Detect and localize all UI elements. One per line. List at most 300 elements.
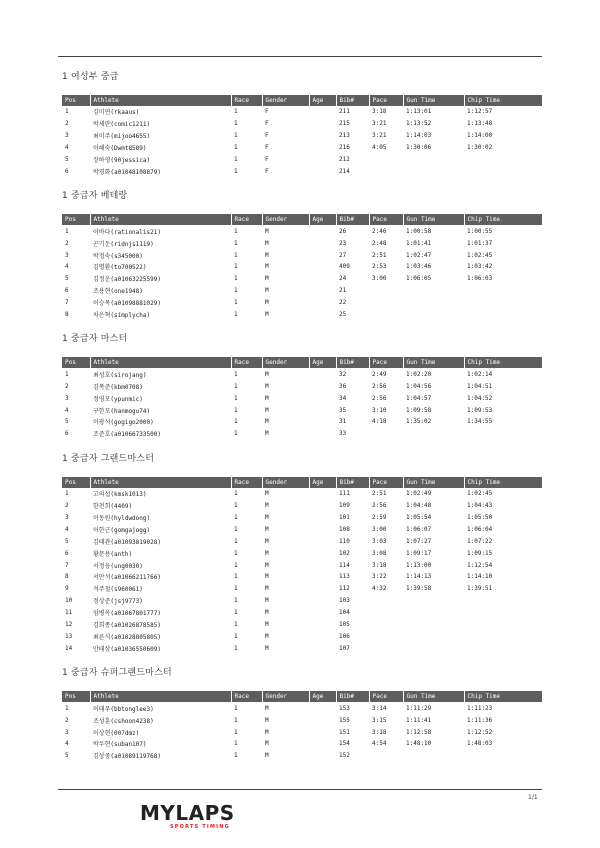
cell-gun-time (403, 428, 464, 440)
cell-pace (369, 297, 403, 309)
table-row (62, 428, 542, 440)
cell-chip-time: 1:34:55 (467, 418, 493, 426)
cell-pos: 6 (65, 430, 69, 438)
cell-bib: 23 (339, 239, 347, 247)
cell-gender: M (265, 609, 269, 617)
cell-gun-time: 1:13:00 (406, 561, 432, 569)
cell-chip-time: 1:14:10 (467, 573, 493, 581)
cell-gun-time (403, 595, 464, 607)
cell-pace: 3:03 (372, 537, 387, 545)
cell-race: 1 (234, 716, 238, 724)
cell-bib: 27 (339, 251, 347, 259)
cell-bib: 152 (339, 752, 350, 760)
cell-athlete: 한천희(4409) (93, 503, 133, 511)
column-header-chip-time: Chip Time (464, 477, 542, 488)
cell-race: 1 (234, 752, 238, 760)
cell-age (309, 297, 336, 309)
cell-gender: M (265, 740, 269, 748)
cell-pace: 2:46 (372, 227, 387, 235)
cell-bib: 211 (339, 108, 350, 116)
cell-gun-time: 1:05:54 (406, 514, 432, 522)
cell-bib: 113 (339, 573, 350, 581)
cell-athlete: 이동원(hyldwdong) (93, 515, 151, 523)
cell-bib: 110 (339, 537, 350, 545)
cell-race: 1 (234, 585, 238, 593)
cell-pos: 14 (65, 644, 73, 652)
cell-bib: 25 (339, 311, 347, 319)
cell-pace: 2:56 (372, 382, 387, 390)
results-section (62, 332, 542, 439)
cell-bib: 109 (339, 502, 350, 510)
logo-wordmark: MYLAPS (140, 801, 235, 825)
cell-race: 1 (234, 514, 238, 522)
cell-chip-time: 1:39:51 (467, 585, 493, 593)
table-row (62, 583, 542, 595)
results-document (62, 68, 542, 774)
cell-bib: 112 (339, 585, 350, 593)
cell-chip-time: 1:48:03 (467, 740, 493, 748)
cell-gun-time: 1:00:58 (406, 227, 432, 235)
header-row (62, 477, 542, 488)
table-row (62, 500, 542, 512)
cell-bib: 24 (339, 275, 347, 283)
results-section (62, 666, 542, 761)
cell-pace: 3:15 (372, 716, 387, 724)
table-row (62, 142, 542, 154)
cell-athlete: 이한근(gomgajogg) (93, 526, 151, 534)
cell-chip-time: 1:04:43 (467, 502, 493, 510)
cell-chip-time (464, 297, 542, 309)
cell-gender: M (265, 394, 269, 402)
cell-age (309, 738, 336, 750)
cell-gender: M (265, 382, 269, 390)
cell-gender: M (265, 311, 269, 319)
column-header-pos: Pos (62, 214, 90, 225)
column-header-race: Race (231, 95, 262, 106)
table-row (62, 535, 542, 547)
cell-bib: 26 (339, 227, 347, 235)
cell-age (309, 428, 336, 440)
cell-age (309, 309, 336, 321)
cell-pos: 7 (65, 299, 69, 307)
cell-pos: 5 (65, 418, 69, 426)
column-header-athlete: Athlete (90, 95, 231, 106)
cell-pace: 3:00 (372, 275, 387, 283)
column-header-pace: Pace (369, 214, 403, 225)
cell-race: 1 (234, 406, 238, 414)
cell-gender: M (265, 716, 269, 724)
cell-gender: M (265, 263, 269, 271)
column-header-race: Race (231, 691, 262, 702)
cell-race: 1 (234, 382, 238, 390)
cell-race: 1 (234, 525, 238, 533)
results-table (62, 691, 542, 761)
column-header-gender: Gender (262, 691, 309, 702)
cell-pace: 2:56 (372, 502, 387, 510)
cell-gender: M (265, 525, 269, 533)
cell-chip-time (464, 750, 542, 762)
cell-gun-time: 1:03:46 (406, 263, 432, 271)
cell-pace: 2:59 (372, 514, 387, 522)
cell-age (309, 547, 336, 559)
cell-race: 1 (234, 120, 238, 128)
cell-age (309, 416, 336, 428)
column-header-athlete: Athlete (90, 477, 231, 488)
cell-pace (369, 428, 403, 440)
cell-bib: 33 (339, 430, 347, 438)
table-row (62, 261, 542, 273)
cell-gender: M (265, 644, 269, 652)
cell-gun-time: 1:07:27 (406, 537, 432, 545)
cell-chip-time: 1:06:04 (467, 525, 493, 533)
logo-tagline: SPORTS TIMING (170, 824, 230, 830)
cell-gender: M (265, 299, 269, 307)
cell-athlete: 최미주(mijoo4655) (93, 133, 151, 141)
cell-athlete: 김희종(a01026878585) (93, 622, 161, 630)
cell-athlete: 김정운(a01063225599) (93, 276, 161, 284)
cell-race: 1 (234, 621, 238, 629)
cell-age (309, 571, 336, 583)
cell-pos: 11 (65, 609, 73, 617)
column-header-chip-time: Chip Time (464, 357, 542, 368)
table-row (62, 488, 542, 500)
column-header-pace: Pace (369, 357, 403, 368)
cell-chip-time: 1:04:52 (467, 394, 493, 402)
table-row (62, 523, 542, 535)
cell-gun-time (403, 750, 464, 762)
cell-age (309, 488, 336, 500)
cell-pace: 3:18 (372, 561, 387, 569)
cell-gun-time: 1:02:47 (406, 251, 432, 259)
column-header-age: Age (309, 95, 336, 106)
table-row (62, 130, 542, 142)
cell-gender: F (265, 144, 269, 152)
column-header-race: Race (231, 477, 262, 488)
cell-gun-time: 1:04:48 (406, 502, 432, 510)
cell-race: 1 (234, 299, 238, 307)
cell-gender: M (265, 728, 269, 736)
cell-bib: 213 (339, 132, 350, 140)
cell-athlete: 이태우(bbtonglee3) (93, 705, 154, 713)
cell-gender: M (265, 549, 269, 557)
cell-chip-time: 1:01:37 (467, 239, 493, 247)
cell-chip-time: 1:03:42 (467, 263, 493, 271)
column-header-pos: Pos (62, 357, 90, 368)
cell-race: 1 (234, 263, 238, 271)
column-header-age: Age (309, 691, 336, 702)
column-header-athlete: Athlete (90, 214, 231, 225)
cell-pos: 1 (65, 227, 69, 235)
results-table (62, 95, 542, 177)
cell-age (309, 619, 336, 631)
results-table (62, 477, 542, 654)
cell-chip-time (464, 607, 542, 619)
cell-athlete: 조준호(a01066733500) (93, 431, 161, 439)
cell-pos: 5 (65, 537, 69, 545)
cell-pace: 3:00 (372, 525, 387, 533)
cell-bib: 22 (339, 299, 347, 307)
cell-bib: 216 (339, 144, 350, 152)
column-header-athlete: Athlete (90, 691, 231, 702)
table-row (62, 297, 542, 309)
results-table (62, 214, 542, 320)
cell-race: 1 (234, 632, 238, 640)
cell-age (309, 142, 336, 154)
cell-race: 1 (234, 287, 238, 295)
cell-race: 1 (234, 239, 238, 247)
cell-gender: F (265, 120, 269, 128)
cell-bib: 409 (339, 263, 350, 271)
cell-chip-time (464, 595, 542, 607)
cell-race: 1 (234, 704, 238, 712)
cell-athlete: 박정숙(s345000) (93, 252, 143, 260)
cell-athlete: 안태삼(a01036550609) (93, 645, 161, 653)
cell-pace: 3:14 (372, 704, 387, 712)
cell-pos: 10 (65, 597, 73, 605)
cell-gun-time (403, 285, 464, 297)
cell-chip-time (464, 631, 542, 643)
cell-bib: 215 (339, 120, 350, 128)
table-row (62, 249, 542, 261)
cell-pos: 9 (65, 585, 69, 593)
section-title: 1 중급자 마스터 (62, 334, 128, 345)
cell-gender: M (265, 406, 269, 414)
cell-gun-time: 1:13:01 (406, 108, 432, 116)
cell-pace: 4:32 (372, 585, 387, 593)
cell-gun-time: 1:09:17 (406, 549, 432, 557)
cell-bib: 21 (339, 287, 347, 295)
cell-race: 1 (234, 502, 238, 510)
cell-pos: 4 (65, 406, 69, 414)
cell-age (309, 512, 336, 524)
cell-race: 1 (234, 167, 238, 175)
cell-pos: 4 (65, 525, 69, 533)
cell-gender: M (265, 227, 269, 235)
cell-age (309, 285, 336, 297)
header-row (62, 691, 542, 702)
table-row (62, 702, 542, 714)
cell-bib: 32 (339, 370, 347, 378)
cell-athlete: 이바다(rationalis21) (93, 228, 161, 236)
column-header-gender: Gender (262, 357, 309, 368)
cell-race: 1 (234, 597, 238, 605)
cell-pace (369, 750, 403, 762)
cell-gun-time (403, 642, 464, 654)
cell-pace: 2:51 (372, 251, 387, 259)
cell-gun-time: 1:04:56 (406, 382, 432, 390)
cell-pos: 4 (65, 263, 69, 271)
header-row (62, 357, 542, 368)
results-section (62, 452, 542, 654)
cell-pos: 6 (65, 549, 69, 557)
column-header-chip-time: Chip Time (464, 691, 542, 702)
header-row (62, 214, 542, 225)
cell-chip-time (464, 619, 542, 631)
cell-pos: 6 (65, 167, 69, 175)
cell-bib: 212 (339, 156, 350, 163)
column-header-bib: Bib# (336, 357, 369, 368)
cell-race: 1 (234, 394, 238, 402)
header-row (62, 95, 542, 106)
cell-bib: 35 (339, 406, 347, 414)
cell-age (309, 261, 336, 273)
cell-gender: M (265, 430, 269, 438)
cell-pace: 4:54 (372, 740, 387, 748)
column-header-gun-time: Gun Time (403, 691, 464, 702)
cell-pos: 5 (65, 156, 69, 163)
cell-gun-time: 1:12:58 (406, 728, 432, 736)
cell-chip-time: 1:06:03 (467, 275, 493, 283)
cell-athlete: 최른식(a01028805805) (93, 633, 161, 641)
cell-pace: 2:56 (372, 394, 387, 402)
cell-bib: 111 (339, 490, 350, 498)
cell-chip-time: 1:04:51 (467, 382, 493, 390)
cell-race: 1 (234, 311, 238, 319)
cell-pace: 3:22 (372, 573, 387, 581)
column-header-gun-time: Gun Time (403, 95, 464, 106)
cell-age (309, 750, 336, 762)
cell-pos: 2 (65, 382, 69, 390)
cell-bib: 108 (339, 525, 350, 533)
cell-age (309, 535, 336, 547)
cell-race: 1 (234, 561, 238, 569)
table-row (62, 225, 542, 237)
column-header-pos: Pos (62, 691, 90, 702)
column-header-race: Race (231, 357, 262, 368)
cell-age (309, 583, 336, 595)
cell-pos: 7 (65, 561, 69, 569)
cell-bib: 214 (339, 167, 350, 175)
cell-athlete: 장하영(90jessica) (93, 157, 151, 164)
cell-pace: 3:18 (372, 108, 387, 116)
cell-pos: 6 (65, 287, 69, 295)
column-header-gender: Gender (262, 95, 309, 106)
cell-chip-time: 1:14:00 (467, 132, 493, 140)
cell-race: 1 (234, 537, 238, 545)
cell-pos: 8 (65, 573, 69, 581)
table-row (62, 738, 542, 750)
cell-gender: F (265, 132, 269, 140)
cell-gun-time: 1:02:49 (406, 490, 432, 498)
table-row (62, 714, 542, 726)
cell-gun-time (403, 297, 464, 309)
cell-chip-time (464, 285, 542, 297)
cell-gender: M (265, 287, 269, 295)
cell-gun-time (403, 631, 464, 643)
column-header-pos: Pos (62, 477, 90, 488)
cell-race: 1 (234, 609, 238, 617)
cell-gun-time: 1:06:05 (406, 275, 432, 283)
cell-gun-time (403, 309, 464, 321)
cell-gun-time: 1:04:57 (406, 394, 432, 402)
cell-bib: 34 (339, 394, 347, 402)
cell-pos: 3 (65, 132, 69, 140)
cell-bib: 114 (339, 561, 350, 569)
cell-gender: M (265, 704, 269, 712)
cell-bib: 31 (339, 418, 347, 426)
cell-chip-time: 1:05:50 (467, 514, 493, 522)
cell-bib: 103 (339, 597, 350, 605)
page-number: 1/1 (528, 794, 538, 801)
cell-pace: 3:21 (372, 132, 387, 140)
cell-athlete: 서만석(a01066211766) (93, 574, 161, 582)
cell-chip-time (464, 428, 542, 440)
column-header-gun-time: Gun Time (403, 357, 464, 368)
section-title: 1 여성부 중급 (62, 72, 119, 82)
table-row (62, 273, 542, 285)
cell-gun-time: 1:01:41 (406, 239, 432, 247)
cell-athlete: 정영모(ypunmic) (93, 395, 143, 403)
cell-age (309, 607, 336, 619)
table-row (62, 547, 542, 559)
cell-pace (369, 309, 403, 321)
cell-pos: 4 (65, 144, 69, 152)
cell-athlete: 석주철(s960061) (93, 586, 143, 594)
column-header-gender: Gender (262, 477, 309, 488)
cell-pace (369, 165, 403, 177)
cell-pace: 4:18 (372, 418, 387, 426)
cell-gender: M (265, 251, 269, 259)
table-row (62, 595, 542, 607)
cell-pos: 8 (65, 311, 69, 319)
table-row (62, 404, 542, 416)
cell-bib: 151 (339, 728, 350, 736)
cell-pos: 2 (65, 716, 69, 724)
cell-gun-time: 1:06:07 (406, 525, 432, 533)
cell-gun-time: 1:35:02 (406, 418, 432, 426)
cell-gender: M (265, 537, 269, 545)
cell-gender: M (265, 418, 269, 426)
cell-pace: 3:08 (372, 549, 387, 557)
cell-athlete: 박세란(comic1211) (93, 121, 151, 129)
cell-gender: M (265, 275, 269, 283)
cell-bib: 155 (339, 716, 350, 724)
table-row (62, 285, 542, 297)
cell-age (309, 642, 336, 654)
cell-age (309, 500, 336, 512)
cell-pos: 1 (65, 108, 69, 116)
cell-pace (369, 619, 403, 631)
section-title: 1 중급자 베테랑 (62, 191, 128, 202)
cell-age (309, 130, 336, 142)
cell-pos: 5 (65, 275, 69, 283)
column-header-bib: Bib# (336, 95, 369, 106)
cell-race: 1 (234, 490, 238, 498)
table-row (62, 619, 542, 631)
cell-chip-time: 1:12:54 (467, 561, 493, 569)
cell-age (309, 368, 336, 380)
cell-pos: 2 (65, 239, 69, 247)
column-header-race: Race (231, 214, 262, 225)
cell-gun-time: 1:11:41 (406, 716, 432, 724)
cell-age (309, 225, 336, 237)
cell-race: 1 (234, 728, 238, 736)
column-header-gun-time: Gun Time (403, 477, 464, 488)
cell-pos: 2 (65, 120, 69, 128)
cell-gender: M (265, 752, 269, 760)
cell-age (309, 154, 336, 166)
cell-athlete: 김미연(rkaaus) (93, 109, 140, 117)
cell-chip-time: 1:13:48 (467, 120, 493, 128)
cell-gun-time: 1:30:06 (406, 144, 432, 152)
cell-pace: 2:49 (372, 370, 387, 378)
cell-athlete: 곤기둔(ridnjs1119) (93, 240, 154, 248)
table-row (62, 512, 542, 524)
cell-race: 1 (234, 430, 238, 438)
cell-pos: 5 (65, 752, 69, 760)
cell-gun-time (403, 154, 464, 166)
cell-age (309, 249, 336, 261)
